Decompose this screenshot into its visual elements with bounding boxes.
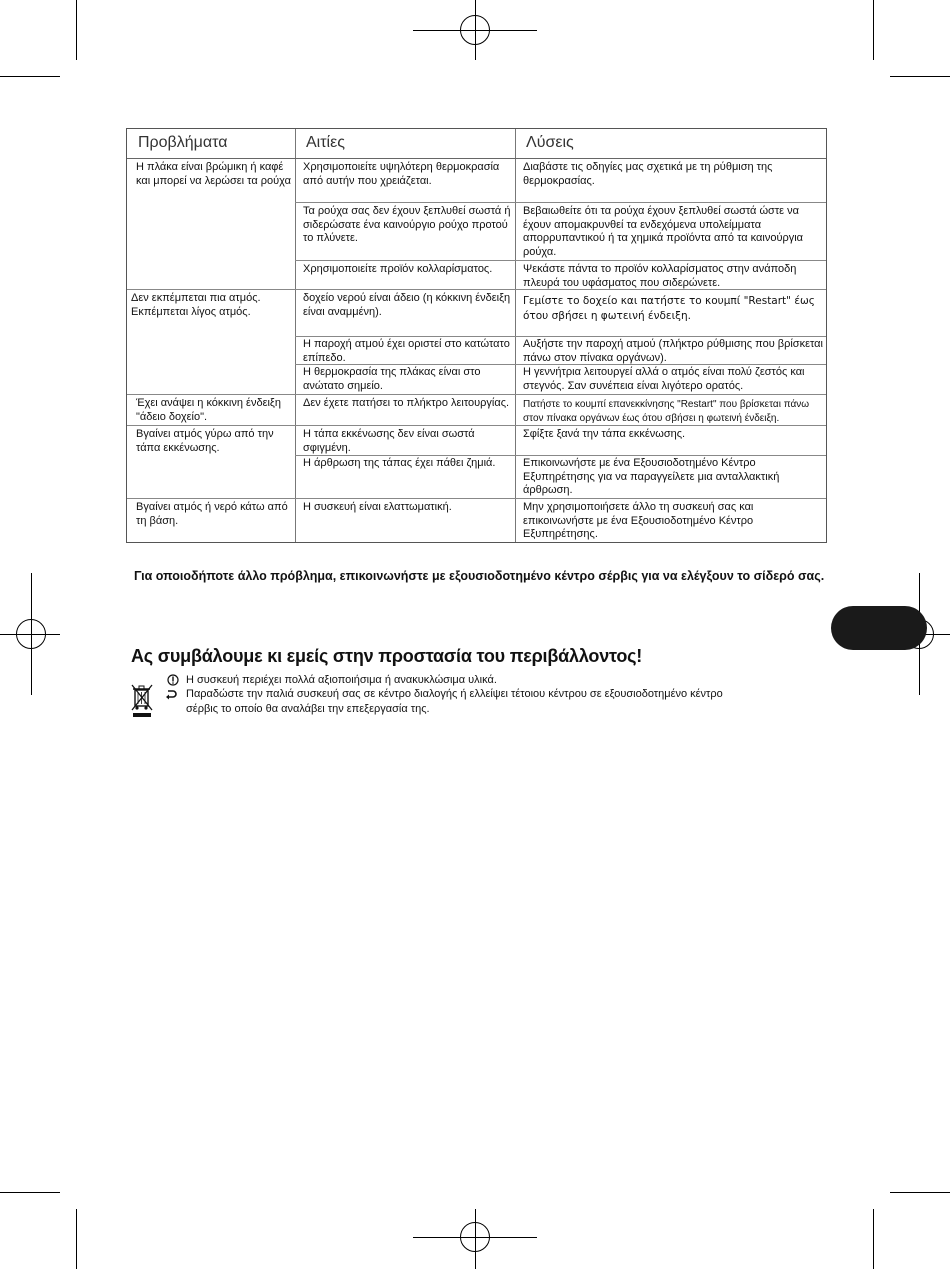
environment-line-2: Παραδώστε την παλιά συσκευή σας σε κέντρο διαλογής ή ελλείψει τέτοιου κέντρου σε εξουσιοδοτημένο κέντρο [186, 688, 723, 700]
crossed-bin-icon [131, 682, 153, 723]
solution-cell: Ψεκάστε πάντα το προϊόν κολλαρίσματος στην ανάποδη πλευρά του υφάσματος που σιδερώνετε. [523, 263, 797, 289]
cause-cell: Η παροχή ατμού έχει οριστεί στο κατώτατο επίπεδο. [303, 338, 510, 364]
return-arrow-icon [165, 688, 177, 703]
environment-line-3: σέρβις το οποίο θα αναλάβει την επεξεργασία της. [186, 703, 430, 715]
cause-cell: Τα ρούχα σας δεν έχουν ξεπλυθεί σωστά ή σιδερώσατε ένα καινούργιο ρούχο προτού το πλύνετε. [303, 205, 511, 244]
section-tab-badge [831, 606, 927, 650]
cause-cell: Η άρθρωση της τάπας έχει πάθει ζημιά. [303, 457, 496, 469]
header-solutions: Λύσεις [526, 134, 574, 151]
solution-cell: Η γεννήτρια λειτουργεί αλλά ο ατμός είναι πολύ ζεστός και στεγνός. Σαν συνέπεια είναι λιγότερο ορατός. [523, 366, 805, 392]
cause-cell: Χρησιμοποιείτε υψηλότερη θερμοκρασία από αυτήν που χρειάζεται. [303, 161, 500, 187]
cause-cell: Δεν έχετε πατήσει το πλήκτρο λειτουργίας. [303, 397, 510, 409]
cause-cell: Η θερμοκρασία της πλάκας είναι στο ανώτατο σημείο. [303, 366, 481, 392]
environment-title: Ας συμβάλουμε κι εμείς στην προστασία του περιβάλλοντος! [131, 646, 643, 666]
cause-cell: δοχείο νερού είναι άδειο (η κόκκινη ένδειξη είναι αναμμένη). [303, 292, 511, 318]
solution-cell: Σφίξτε ξανά την τάπα εκκένωσης. [523, 428, 686, 440]
problem-cell: Η πλάκα είναι βρώμικη ή καφέ και μπορεί να λερώσει τα ρούχα [136, 161, 291, 187]
solution-cell: Μην χρησιμοποιήσετε άλλο τη συσκευή σας και επικοινωνήστε με ένα Εξουσιοδοτημένο Κέντρο Εξυπηρέτησης. [523, 501, 754, 540]
service-note: Για οποιοδήποτε άλλο πρόβλημα, επικοινωνήστε με εξουσιοδοτημένο κέντρο σέρβις για να ελέγξουν το σίδερό σας. [134, 569, 825, 583]
solution-cell: Επικοινωνήστε με ένα Εξουσιοδοτημένο Κέντρο Εξυπηρέτησης για να παραγγείλετε μια ανταλλακτική άρθρωση. [523, 457, 780, 496]
solution-cell: Αυξήστε την παροχή ατμού (πλήκτρο ρύθμισης που βρίσκεται πάνω στον πίνακα οργάνων). [523, 338, 823, 364]
cause-cell: Η τάπα εκκένωσης δεν είναι σωστά σφιγμένη. [303, 428, 475, 454]
crop-mark [0, 76, 60, 77]
problem-cell: Δεν εκπέμπεται πια ατμός. Εκπέμπεται λίγος ατμός. [131, 292, 261, 318]
header-problems: Προβλήματα [138, 134, 228, 151]
crop-mark [890, 76, 950, 77]
crop-mark [890, 1192, 950, 1193]
crop-mark [76, 1209, 77, 1269]
cause-cell: Η συσκευή είναι ελαττωματική. [303, 501, 452, 513]
troubleshooting-table [126, 128, 827, 543]
crop-mark [76, 0, 77, 60]
solution-cell: Διαβάστε τις οδηγίες μας σχετικά με τη ρύθμιση της θερμοκρασίας. [523, 161, 773, 187]
info-circle-icon [167, 674, 179, 689]
solution-cell: Βεβαιωθείτε ότι τα ρούχα έχουν ξεπλυθεί σωστά ώστε να έχουν απομακρυνθεί τα ενδεχόμενα υπολείμματα απορρυπαντικού ή τα χημικά προϊόντα από τα καινούργια ρούχα. [523, 205, 804, 258]
environment-line-1: Η συσκευή περιέχει πολλά αξιοποιήσιμα ή ανακυκλώσιμα υλικά. [186, 674, 497, 686]
crop-mark [873, 0, 874, 60]
solution-cell: Πατήστε το κουμπί επανεκκίνησης "Restart" που βρίσκεται πάνω στον πίνακα οργάνων έως ότου σβήσει η φωτεινή ένδειξη. [523, 399, 810, 424]
solution-cell: Γεμίστε το δοχείο και πατήστε το κουμπί "Restart" έως ότου σβήσει η φωτεινή ένδειξη. [523, 295, 815, 322]
crop-mark [0, 1192, 60, 1193]
crop-mark [873, 1209, 874, 1269]
problem-cell: Βγαίνει ατμός ή νερό κάτω από τη βάση. [136, 501, 288, 527]
cause-cell: Χρησιμοποιείτε προϊόν κολλαρίσματος. [303, 263, 493, 275]
header-causes: Αιτίες [306, 134, 345, 151]
problem-cell: Έχει ανάψει η κόκκινη ένδειξη "άδειο δοχείο". [136, 397, 281, 423]
problem-cell: Βγαίνει ατμός γύρω από την τάπα εκκένωσης. [136, 428, 274, 454]
